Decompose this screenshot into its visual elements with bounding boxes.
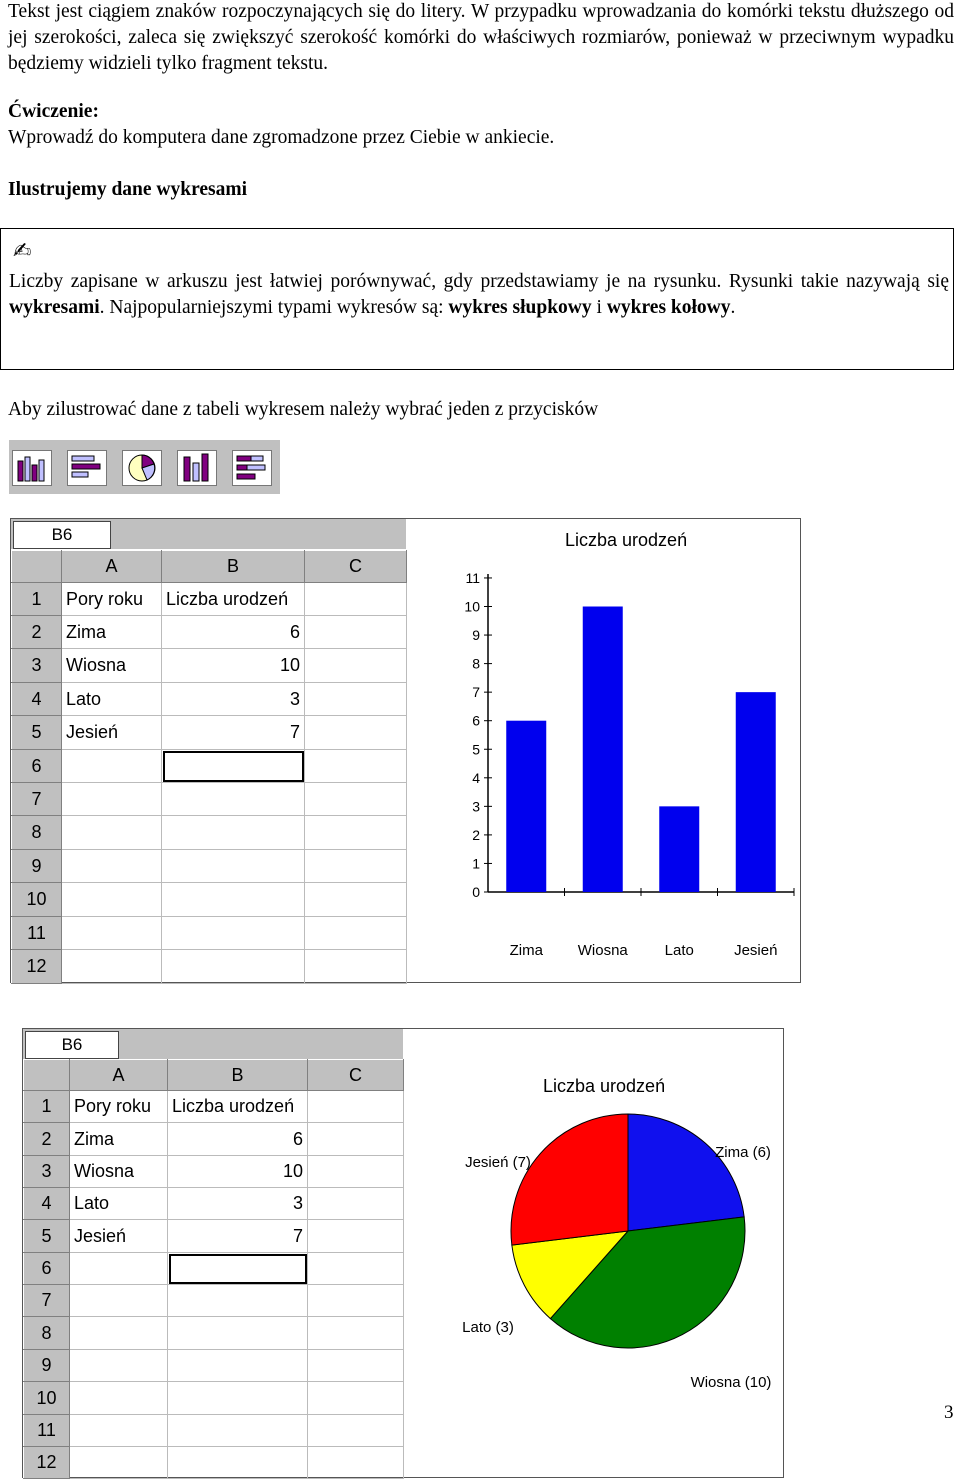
table-cell[interactable] [168, 1285, 308, 1317]
column-header[interactable]: C [305, 551, 407, 583]
row-header[interactable]: 8 [12, 816, 62, 850]
table-cell[interactable] [305, 750, 407, 783]
table-cell[interactable]: Pory roku [62, 583, 162, 616]
table-cell[interactable]: 10 [162, 649, 305, 683]
bar-chart-title: Liczba urodzeń [565, 530, 688, 550]
row-header[interactable]: 5 [12, 716, 62, 750]
stacked-bar-chart-button-icon[interactable] [232, 450, 272, 486]
page-number: 3 [944, 1402, 954, 1423]
pie-slice [511, 1114, 628, 1245]
x-tick-label: Jesień [734, 942, 778, 959]
y-tick-label: 2 [472, 826, 480, 843]
column-chart-3d-button-icon[interactable] [177, 450, 217, 486]
column-header[interactable]: B [168, 1060, 308, 1091]
section-heading: Ilustrujemy dane wykresami [8, 179, 248, 200]
y-tick-label: 0 [472, 884, 480, 900]
row-header[interactable]: 6 [24, 1253, 70, 1285]
spreadsheet-grid [23, 1059, 404, 1479]
row-header[interactable]: 6 [12, 750, 62, 783]
bar [736, 692, 776, 892]
table-cell[interactable] [162, 816, 305, 850]
y-tick-label: 1 [472, 855, 480, 872]
table-cell[interactable]: Wiosna [62, 649, 162, 683]
table-cell[interactable] [70, 1382, 168, 1415]
exercise-heading: Ćwiczenie: [8, 101, 99, 122]
y-tick-label: 11 [465, 569, 480, 586]
table-cell[interactable] [308, 1415, 404, 1447]
table-cell[interactable] [305, 583, 407, 616]
chart-toolbar [9, 440, 280, 494]
y-tick-label: 9 [472, 627, 480, 644]
bar-chart-button-icon[interactable] [67, 450, 107, 486]
info-box [0, 228, 954, 370]
table-cell[interactable] [162, 950, 305, 984]
table-cell[interactable] [70, 1285, 168, 1317]
row-header[interactable]: 9 [24, 1350, 70, 1382]
table-cell[interactable]: Liczba urodzeń [162, 583, 305, 616]
pie-chart [413, 1109, 773, 1469]
spreadsheet-bar-screenshot [10, 518, 801, 983]
info-box-text: Liczby zapisane w arkuszu jest łatwiej porównywać, gdy przedstawiamy je na rysunku. Rysunki takie nazywają się wykresami. Najpopularniejszymi typami wykresów są: wykres słupkowy i wykres kołowy. [9, 271, 949, 318]
table-cell[interactable] [168, 1415, 308, 1447]
instruction-paragraph: Aby zilustrować dane z tabeli wykresem należy wybrać jeden z przycisków [8, 399, 599, 420]
table-cell[interactable] [305, 850, 407, 883]
column-header[interactable]: A [70, 1060, 168, 1091]
row-header[interactable]: 10 [24, 1382, 70, 1415]
table-cell[interactable] [308, 1091, 404, 1123]
table-cell[interactable]: 3 [162, 683, 305, 716]
table-cell[interactable]: 6 [162, 616, 305, 649]
intro-paragraph: Tekst jest ciągiem znaków rozpoczynających się do litery. W przypadku wprowadzania do komórki tekstu dłuższego od jej szerokości, zaleca się zwiększyć szerokość komórki do właściwych rozmiarów, ponieważ w przeciwnym wypadku będziemy widzieli tylko fragment tekstu. [8, 1, 954, 74]
table-cell[interactable] [168, 1382, 308, 1415]
bar [506, 721, 546, 892]
table-cell[interactable] [308, 1447, 404, 1479]
row-header[interactable]: 11 [12, 917, 62, 950]
table-cell[interactable] [308, 1188, 404, 1220]
row-header[interactable]: 11 [24, 1415, 70, 1447]
table-cell[interactable] [305, 649, 407, 683]
x-tick-label: Wiosna [577, 942, 628, 959]
table-cell[interactable] [308, 1253, 404, 1285]
table-cell[interactable] [162, 850, 305, 883]
table-cell[interactable] [62, 750, 162, 783]
table-cell[interactable] [162, 783, 305, 816]
table-cell[interactable] [305, 783, 407, 816]
table-cell[interactable] [70, 1317, 168, 1350]
table-cell[interactable] [168, 1350, 308, 1382]
table-cell[interactable] [70, 1447, 168, 1479]
y-tick-label: 6 [472, 712, 480, 729]
table-cell[interactable] [305, 816, 407, 850]
table-cell[interactable] [62, 816, 162, 850]
y-tick-label: 10 [464, 598, 480, 615]
table-cell[interactable] [70, 1253, 168, 1285]
pie-chart-title: Liczba urodzeń [543, 1076, 666, 1096]
table-cell[interactable] [305, 883, 407, 917]
x-tick-label: Lato [664, 942, 694, 959]
row-header[interactable]: 5 [24, 1220, 70, 1253]
row-header[interactable]: 1 [12, 583, 62, 616]
column-header[interactable]: B [162, 551, 305, 583]
y-tick-label: 5 [472, 741, 480, 758]
bar [583, 607, 623, 893]
y-tick-label: 4 [472, 769, 480, 786]
x-tick-label: Zima [509, 942, 543, 959]
row-header[interactable]: 1 [24, 1091, 70, 1123]
spreadsheet-pie-screenshot [22, 1028, 784, 1478]
table-cell[interactable] [308, 1317, 404, 1350]
selected-cell[interactable] [162, 750, 305, 783]
table-cell[interactable] [305, 683, 407, 716]
row-header[interactable]: 4 [12, 683, 62, 716]
table-cell[interactable]: Wiosna [70, 1156, 168, 1188]
row-header[interactable]: 12 [24, 1447, 70, 1479]
row-header[interactable]: 3 [12, 649, 62, 683]
table-cell[interactable] [168, 1317, 308, 1350]
row-header[interactable]: 7 [12, 783, 62, 816]
table-cell[interactable]: 10 [168, 1156, 308, 1188]
table-cell[interactable] [308, 1156, 404, 1188]
column-header[interactable]: A [62, 551, 162, 583]
cell-reference-box[interactable]: B6 [25, 1031, 119, 1059]
table-cell[interactable]: Liczba urodzeń [168, 1091, 308, 1123]
table-cell[interactable]: 7 [168, 1220, 308, 1253]
column-chart-button-icon[interactable] [12, 450, 52, 486]
table-cell[interactable] [62, 783, 162, 816]
pie-slice [628, 1114, 744, 1231]
spreadsheet-grid [11, 550, 407, 984]
row-header[interactable]: 3 [24, 1156, 70, 1188]
table-cell[interactable] [308, 1285, 404, 1317]
selected-cell[interactable] [168, 1253, 308, 1285]
pie-chart-button-icon[interactable] [122, 450, 162, 486]
table-cell[interactable] [308, 1350, 404, 1382]
cell-reference-box[interactable]: B6 [13, 521, 111, 549]
pie-label: Lato (3) [462, 1319, 514, 1336]
table-cell[interactable]: Jesień [62, 716, 162, 750]
table-cell[interactable] [308, 1382, 404, 1415]
table-cell[interactable] [62, 883, 162, 917]
row-header[interactable]: 8 [24, 1317, 70, 1350]
table-cell[interactable]: Jesień [70, 1220, 168, 1253]
table-cell[interactable] [305, 917, 407, 950]
pie-label: Wiosna (10) [690, 1374, 772, 1391]
column-header[interactable]: C [308, 1060, 404, 1091]
table-cell[interactable] [70, 1415, 168, 1447]
table-cell[interactable] [62, 850, 162, 883]
table-cell[interactable] [62, 917, 162, 950]
table-cell[interactable]: Pory roku [70, 1091, 168, 1123]
row-header[interactable]: 2 [24, 1123, 70, 1156]
table-cell[interactable] [70, 1350, 168, 1382]
table-cell[interactable] [162, 883, 305, 917]
y-tick-label: 8 [472, 655, 480, 672]
table-cell[interactable]: 7 [162, 716, 305, 750]
row-header[interactable]: 9 [12, 850, 62, 883]
table-cell[interactable] [162, 917, 305, 950]
pie-label: Jesień (7) [465, 1154, 531, 1171]
table-cell[interactable]: 6 [168, 1123, 308, 1156]
table-cell[interactable] [305, 950, 407, 984]
table-cell[interactable] [168, 1447, 308, 1479]
row-header[interactable]: 4 [24, 1188, 70, 1220]
y-tick-label: 7 [472, 684, 480, 701]
row-header[interactable]: 10 [12, 883, 62, 917]
table-cell[interactable]: 3 [168, 1188, 308, 1220]
pen-icon: ✍ [13, 239, 32, 264]
table-cell[interactable] [308, 1123, 404, 1156]
row-header[interactable]: 12 [12, 950, 62, 984]
table-cell[interactable] [308, 1220, 404, 1253]
row-header[interactable]: 7 [24, 1285, 70, 1317]
row-header[interactable]: 2 [12, 616, 62, 649]
table-cell[interactable]: Lato [62, 683, 162, 716]
y-tick-label: 3 [472, 798, 480, 815]
exercise-text: Wprowadź do komputera dane zgromadzone przez Ciebie w ankiecie. [8, 127, 555, 148]
pie-label: Zima (6) [715, 1144, 771, 1161]
bar-chart [416, 559, 796, 979]
table-cell[interactable]: Zima [62, 616, 162, 649]
table-cell[interactable] [305, 616, 407, 649]
table-cell[interactable]: Lato [70, 1188, 168, 1220]
table-cell[interactable] [62, 950, 162, 984]
table-cell[interactable]: Zima [70, 1123, 168, 1156]
table-cell[interactable] [305, 716, 407, 750]
bar [659, 806, 699, 892]
